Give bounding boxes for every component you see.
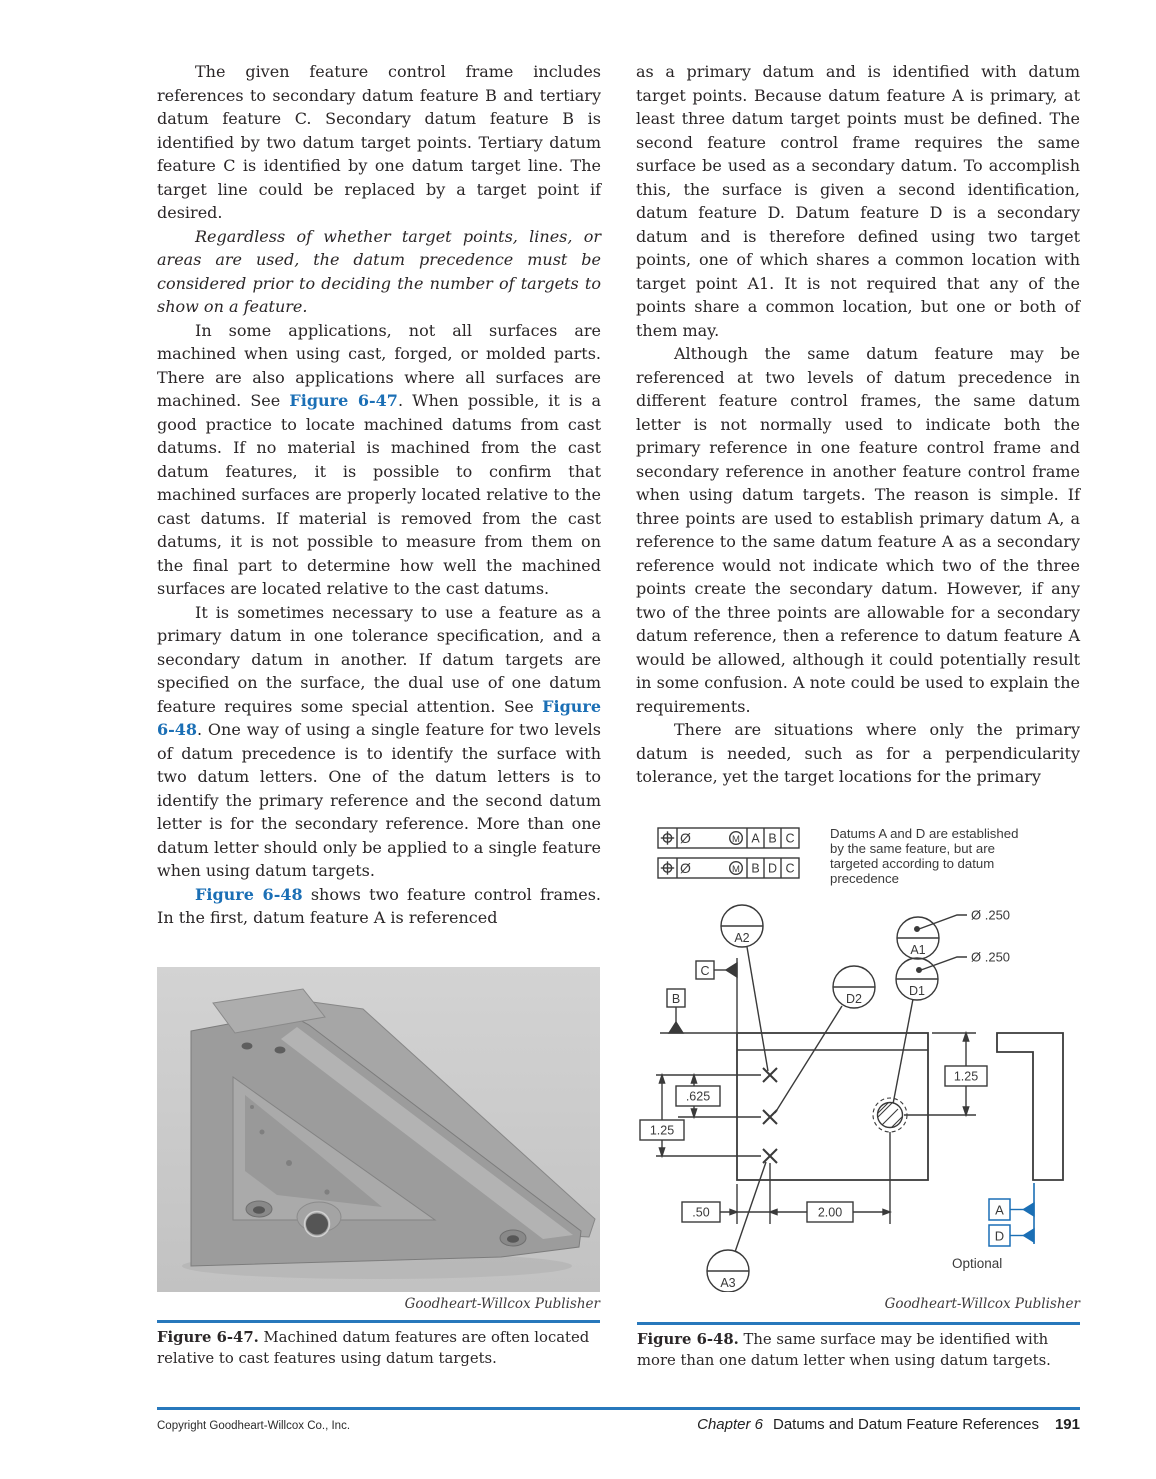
fcf2-datum-2: D: [767, 861, 778, 876]
fcf1-datum-2: B: [768, 831, 777, 846]
annotation-line-3: targeted according to datum: [830, 856, 995, 871]
fcf1-datum-1: A: [751, 831, 760, 846]
datum-target-area: [868, 1098, 910, 1145]
datum-target-drawing: [630, 822, 1100, 1292]
body-text: Regardless of whether target points, lines, or areas are used, the datum precedence must be considered prior to deciding the number of targets to show on a feature.: [157, 226, 601, 316]
datum-triangle-icon: [669, 1022, 683, 1033]
leader-d1: [893, 999, 913, 1104]
body-paragraph: [157, 601, 601, 883]
footer-copyright: Copyright Goodheart-Willcox Co., Inc.: [157, 1420, 351, 1432]
dim-200: 2.00: [817, 1205, 843, 1220]
target-label-d2: D2: [846, 992, 862, 1006]
target-label-d1: D1: [909, 984, 925, 998]
body-text: In some applications, not all surfaces are machined when using cast, forged, or molded parts. There are also applications where all surfaces are machined. See: [157, 320, 601, 410]
body-text: . One way of using a single feature for two levels of datum precedence is to identify the surface with two datum letters. One of the datum letters is to identify the primary reference and the second datum letter is for the secondary reference. More than one datum letter should only be applied to a single feature when using datum targets.: [157, 720, 601, 880]
body-text: Although the same datum feature may be referenced at two levels of datum precedence in different feature control frames, the same datum letter is not normally used to indicate both the primary reference in one feature control frame and secondary reference in another feature control frame when using datum targets. The reason is simple. If three points are used to establish primary datum A, a reference to the same datum feature A as a secondary reference would not indicate which two of the three points create the secondary datum. However, if any two of the three points are allowable for a secondary datum reference, then a reference to datum feature A would be allowed, although it could potentially result in some confusion. A note could be used to explain the requirements.: [636, 344, 1080, 716]
body-text: . When possible, it is a good practice to locate machined datums from cast datums. If no material is machined from the cast datum features, it is possible to confirm that machined surfaces are properly located relative to the cast datums. If material is removed from the cast datums, it is not possible to measure from them on the final part to determine how well the machined surfaces are located relative to the cast datums.: [157, 391, 602, 598]
figure-reference-link[interactable]: Figure 6-48: [195, 884, 303, 904]
figure-6-48-caption: [637, 1329, 1081, 1371]
target-area-dia-1: Ø .250: [971, 907, 1011, 923]
body-text: as a primary datum and is identified with datum target points. Because datum feature A is primary, at least three datum target points must be defined. The second feature control frame requires the same surface be used as a secondary datum. To accomplish this, the surface is given a second identification, datum feature D. Datum feature D is a secondary datum and is therefore defined using two target points, one of which shares a common location with target point A1. It is not required that any of the points share a common location, but one or both of them may.: [636, 62, 1080, 340]
leader-a2: [747, 947, 768, 1071]
datum-triangle-icon: [726, 963, 737, 977]
body-text: There are situations where only the primary datum is needed, such as for a perpendicularity tolerance, yet the target locations for the primary: [636, 720, 1080, 786]
target-area-dia-2: Ø .250: [971, 949, 1011, 965]
figure-6-48-credit: Goodheart-Willcox Publisher: [884, 1296, 1080, 1312]
footer-chapter-line: [500, 1416, 1080, 1433]
dim-right-125: 1.25: [953, 1069, 979, 1084]
dimension-bottom: [682, 1132, 890, 1224]
figure-6-48-rule: [637, 1322, 1080, 1325]
annotation-line-4: precedence: [830, 871, 899, 886]
fcf2-diameter-symbol: Ø: [680, 860, 691, 876]
dim-50: .50: [692, 1205, 710, 1220]
datum-label-a: A: [995, 1202, 1004, 1218]
footer-page-number: 191: [1054, 1416, 1080, 1433]
dim-left-125: 1.25: [649, 1123, 675, 1138]
datum-triangle-icon: [1024, 1229, 1035, 1242]
footer-rule: [157, 1407, 1080, 1410]
datum-label-c: C: [700, 963, 710, 978]
datum-label-d: D: [994, 1228, 1005, 1244]
body-text: shows two feature control frames. In the first, datum feature A is referenced: [157, 884, 602, 927]
body-paragraph: [157, 319, 601, 601]
fcf2-datum-3: C: [785, 861, 795, 876]
target-label-a1: A1: [910, 943, 926, 957]
body-paragraph: [157, 883, 601, 930]
body-paragraph: [636, 718, 1080, 789]
body-text: The given feature control frame includes references to secondary datum feature B and tertiary datum feature C. Secondary datum feature B is identified by two datum target points. Tertiary datum feature C is identified by one datum target line. The target line could be replaced by a target point if desired.: [157, 62, 601, 222]
body-paragraph: [636, 342, 1080, 718]
figure-6-47-caption-label: Figure 6-47.: [157, 1329, 259, 1346]
leader-d2: [775, 1006, 842, 1113]
target-label-a2: A2: [734, 931, 750, 945]
fcf1-modifier: M: [732, 833, 740, 845]
body-paragraph: [157, 225, 601, 319]
figure-6-47-rule: [157, 1320, 600, 1323]
dim-625: .625: [685, 1089, 711, 1104]
figure-6-48-caption-label: Figure 6-48.: [637, 1331, 739, 1348]
position-symbol-icon: [661, 831, 674, 844]
fcf1-datum-3: C: [785, 831, 795, 846]
body-paragraph: [157, 60, 601, 225]
leader-dia-a1: [919, 915, 967, 929]
dimension-left: [640, 1075, 761, 1156]
part-side-view: [997, 1033, 1063, 1180]
datum-label-b: B: [671, 991, 681, 1006]
footer-chapter-title: Datums and Datum Feature References: [773, 1416, 1039, 1433]
leader-a3: [735, 1162, 766, 1252]
figure-6-48-drawing: [630, 822, 1100, 1292]
figure-6-47-photo: [157, 967, 600, 1292]
figure-reference-link[interactable]: Figure 6-47: [289, 391, 398, 410]
figure-6-47-caption: [157, 1327, 601, 1369]
body-text: It is sometimes necessary to use a feature as a primary datum in one tolerance specification, and a secondary datum in another. If datum targets are specified on the surface, the dual use of one datum feature requires some special attention. See: [157, 602, 601, 716]
optional-label: Optional: [952, 1256, 1003, 1271]
right-text-column: [636, 60, 1080, 789]
fcf2-modifier: M: [732, 863, 740, 875]
footer-chapter-label: Chapter 6: [697, 1416, 763, 1433]
machined-bracket-photo: [157, 967, 600, 1292]
body-paragraph: [636, 60, 1080, 342]
datum-target-points: [763, 1068, 777, 1163]
figure-6-47-credit: Goodheart-Willcox Publisher: [404, 1296, 600, 1312]
leader-dia-d1: [921, 957, 967, 970]
target-label-a3: A3: [720, 1276, 736, 1290]
annotation-line-2: by the same feature, but are: [830, 841, 995, 856]
figure-6-47-caption-text: Machined datum features are often located relative to cast features using datum targets.: [157, 1329, 590, 1367]
fcf1-diameter-symbol: Ø: [680, 830, 691, 846]
datum-triangle-icon: [1024, 1203, 1035, 1216]
figure-6-48-caption-text: The same surface may be identified with more than one datum letter when using datum targets.: [637, 1331, 1051, 1369]
figure-reference-link[interactable]: Figure 6-48: [157, 696, 601, 739]
fcf2-datum-1: B: [751, 861, 760, 876]
annotation-line-1: Datums A and D are established: [830, 826, 1019, 841]
position-symbol-icon: [661, 861, 674, 874]
left-text-column: [157, 60, 601, 930]
